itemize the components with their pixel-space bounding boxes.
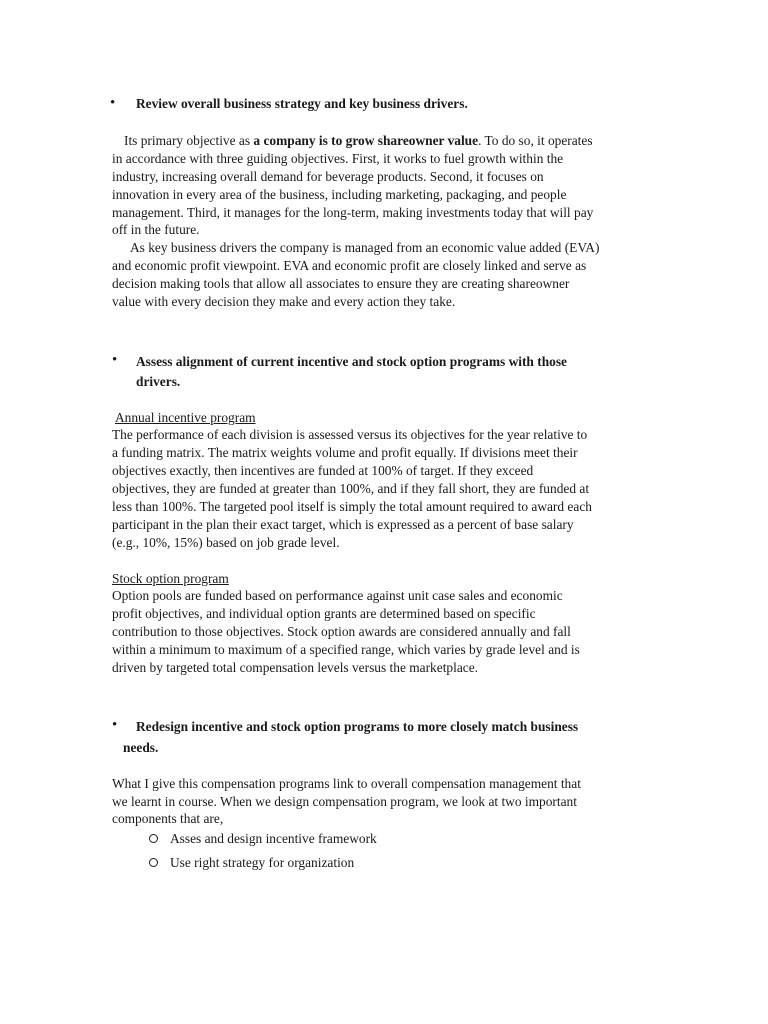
section3-body-line: components that are,	[112, 811, 224, 826]
circle-bullet-icon	[149, 858, 158, 867]
bullet-icon: •	[112, 352, 118, 368]
annual-incentive-title: Annual incentive program	[115, 410, 256, 425]
section1-p2-line: and economic profit viewpoint. EVA and economic profit are closely linked and serve as	[112, 258, 587, 273]
stock-option-line: within a minimum to maximum of a specified range, which varies by grade level and is	[112, 642, 580, 657]
sub-list-item: Use right strategy for organization	[170, 855, 355, 870]
bullet-icon: •	[112, 717, 118, 733]
section3-body-line: What I give this compensation programs link to overall compensation management that	[112, 776, 581, 791]
section3-heading-line: Redesign incentive and stock option programs to more closely match business	[136, 719, 579, 734]
annual-incentive-line: objectives exactly, then incentives are funded at 100% of target. If they exceed	[112, 463, 534, 478]
stock-option-line: contribution to those objectives. Stock option awards are considered annually and fall	[112, 624, 571, 639]
section1-p2-line: value with every decision they make and every action they take.	[112, 294, 456, 309]
section1-p1-line: management. Third, it manages for the long-term, making investments today that will pay	[112, 205, 594, 220]
section1-heading: Review overall business strategy and key business drivers.	[136, 96, 468, 111]
section1-p1-line: industry, increasing overall demand for beverage products. Second, it focuses on	[112, 169, 544, 184]
section1-p1-line: off in the future.	[112, 222, 200, 237]
annual-incentive-line: participant in the plan their exact target, which is expressed as a percent of base salary	[112, 517, 574, 532]
annual-incentive-line: (e.g., 10%, 15%) based on job grade level.	[112, 535, 340, 550]
stock-option-title: Stock option program	[112, 571, 229, 586]
section1-paragraph1-first-line: Its primary objective as a company is to grow shareowner value. To do so, it operates	[124, 133, 593, 148]
annual-incentive-line: The performance of each division is assessed versus its objectives for the year relative to	[112, 427, 588, 442]
section2-heading-line: drivers.	[136, 374, 181, 389]
stock-option-line: driven by targeted total compensation levels versus the marketplace.	[112, 660, 479, 675]
circle-bullet-icon	[149, 834, 158, 843]
section1-p1-line: in accordance with three guiding objectives. First, it works to fuel growth within the	[112, 151, 564, 166]
section3-heading-line: needs.	[123, 740, 159, 755]
section1-p1-line: innovation in every area of the business, including marketing, packaging, and people	[112, 187, 567, 202]
stock-option-line: Option pools are funded based on performance against unit case sales and economic	[112, 588, 563, 603]
annual-incentive-line: less than 100%. The targeted pool itself is simply the total amount required to award each	[112, 499, 592, 514]
section3-body-line: we learnt in course. When we design compensation program, we look at two important	[112, 794, 577, 809]
bullet-icon: •	[110, 95, 116, 111]
annual-incentive-line: objectives, they are funded at greater than 100%, and if they fall short, they are funded at	[112, 481, 590, 496]
stock-option-line: profit objectives, and individual option grants are determined based on specific	[112, 606, 536, 621]
section2-heading-line: Assess alignment of current incentive and stock option programs with those	[136, 354, 567, 369]
sub-list-item: Asses and design incentive framework	[170, 831, 377, 846]
section1-p2-line: As key business drivers the company is managed from an economic value added (EVA)	[130, 240, 600, 255]
annual-incentive-line: a funding matrix. The matrix weights volume and profit equally. If divisions meet their	[112, 445, 578, 460]
section1-p2-line: decision making tools that allow all associates to ensure they are creating shareowner	[112, 276, 570, 291]
